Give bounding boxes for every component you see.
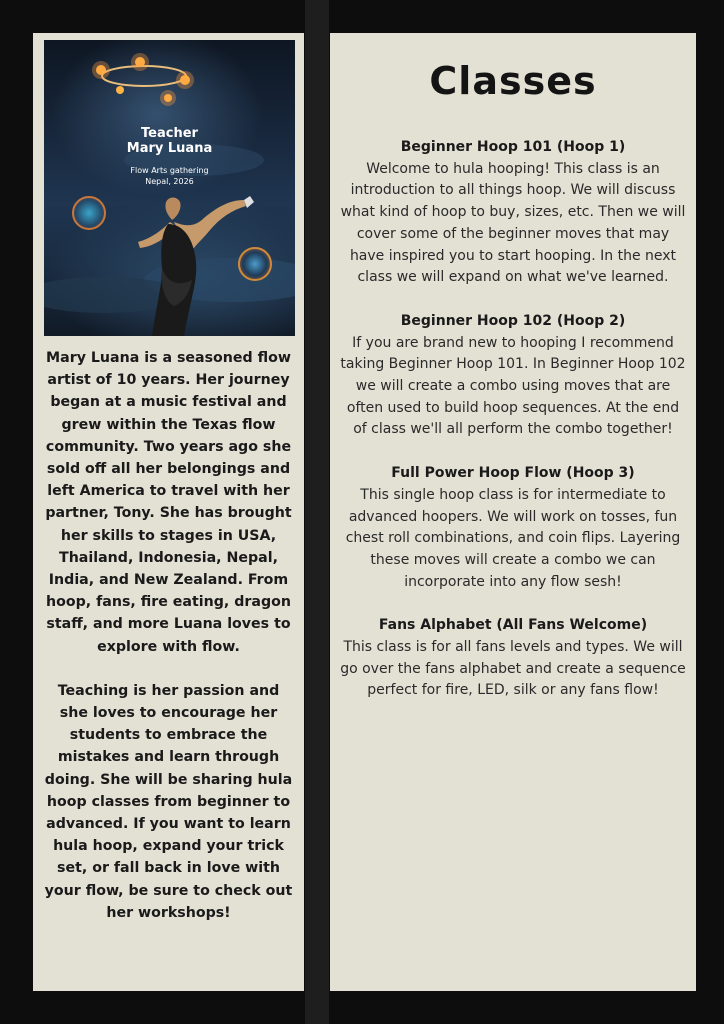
class-item bbox=[338, 463, 688, 593]
classes-list bbox=[338, 137, 688, 724]
lotus-logo-badge-right bbox=[238, 247, 272, 281]
teacher-poster-image bbox=[44, 40, 295, 336]
classes-heading: Classes bbox=[429, 59, 597, 103]
poster-subtitle-place: Nepal, 2026 bbox=[145, 177, 194, 186]
bio-paragraph-1: Mary Luana is a seasoned flow artist of 10 years. Her journey began at a music festival and grew within the Texas flow community. Two years ago she sold off all her belongings and left America to travel with her partner, Tony. She has brought her skills to stages in USA, Thailand, Indonesia, Nepal, India, and New Zealand. From hoop, fans, fire eating, dragon staff, and more Luana loves to explore with flow. bbox=[45, 350, 292, 655]
event-logo-badge-left bbox=[72, 196, 106, 230]
class-item bbox=[338, 311, 688, 441]
class-description: If you are brand new to hooping I recommend taking Beginner Hoop 101. In Beginner Hoop 102 we will create a combo using moves that are often used to build hoop sequences. At the end of class we'll all perform the combo together! bbox=[340, 334, 686, 438]
classes-panel bbox=[330, 33, 696, 991]
class-title: Beginner Hoop 101 (Hoop 1) bbox=[400, 139, 626, 155]
center-divider bbox=[305, 0, 329, 1024]
class-title: Fans Alphabet (All Fans Welcome) bbox=[378, 617, 648, 634]
teacher-bio bbox=[43, 347, 294, 924]
fire-performer-illustration bbox=[44, 40, 295, 336]
class-description: Welcome to hula hooping! This class is an introduction to all things hoop. We will discuss what kind of hoop to buy, sizes, etc. Then we will cover some of the beginner moves that may have inspired you to start hooping. In the next class we will expand on what we've learned. bbox=[340, 160, 686, 286]
poster-title-name: Mary Luana bbox=[126, 141, 213, 156]
class-item bbox=[338, 615, 688, 702]
class-item bbox=[338, 137, 688, 289]
class-description: This single hoop class is for intermediate to advanced hoopers. We will work on tosses, fun chest roll combinations, and coin flips. Layering these moves will create a combo we can incorporate into any flow sesh! bbox=[345, 486, 681, 590]
class-description: This class is for all fans levels and types. We will go over the fans alphabet and create a sequence perfect for fire, LED, silk or any fans flow! bbox=[340, 639, 686, 699]
bio-paragraph-2: Teaching is her passion and she loves to encourage her students to embrace the mistakes and learn through doing. She will be sharing hula hoop classes from beginner to advanced. If you want to learn hula hoop, expand your trick set, or fall back in love with your flow, be sure to check out her workshops! bbox=[44, 682, 293, 921]
teacher-panel bbox=[33, 33, 304, 991]
class-title: Beginner Hoop 102 (Hoop 2) bbox=[400, 312, 626, 329]
class-title: Full Power Hoop Flow (Hoop 3) bbox=[391, 465, 635, 482]
poster-subtitle-event: Flow Arts gathering bbox=[130, 166, 209, 175]
poster-title-teacher: Teacher bbox=[141, 126, 198, 141]
